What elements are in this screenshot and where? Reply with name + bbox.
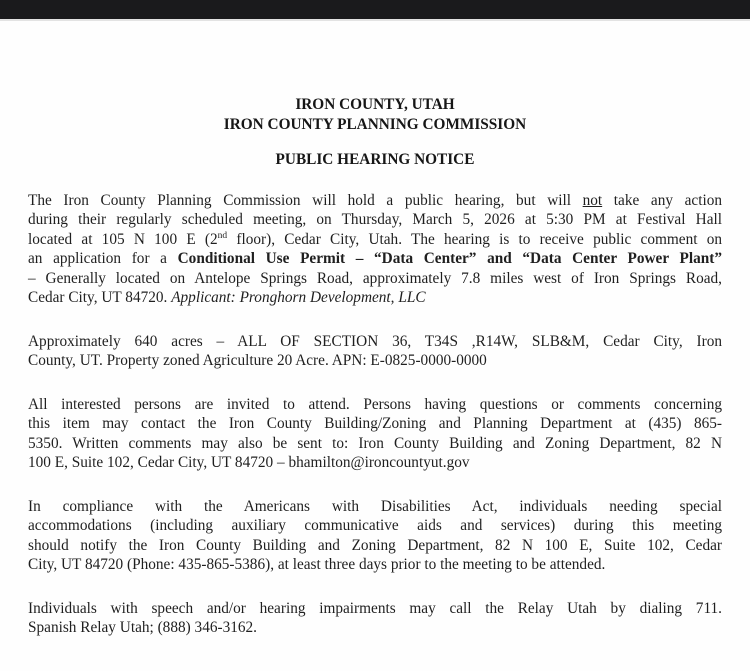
paragraph-line: County, UT. Property zoned Agriculture 20 Acre. APN: E-0825-0000-0000	[28, 352, 487, 369]
commission-title: IRON COUNTY PLANNING COMMISSION	[223, 115, 527, 133]
paragraph	[28, 191, 722, 308]
paragraph-line: Cedar City, UT 84720. Applicant: Pronghorn Development, LLC	[28, 289, 426, 306]
paragraph-line: Approximately 640 acres – ALL OF SECTION 36, T34S ,R14W, SLB&M, Cedar City, Iron	[28, 332, 722, 350]
paragraph-line: an application for a Conditional Use Permit – “Data Center” and “Data Center Power Plant”	[28, 250, 722, 267]
paragraph	[28, 599, 722, 638]
paragraph-line: Individuals with speech and/or hearing impairments may call the Relay Utah by dialing 711.	[28, 599, 722, 617]
paragraph-line: All interested persons are invited to attend. Persons having questions or comments concerning	[28, 395, 722, 413]
paragraph	[28, 497, 722, 575]
county-title: IRON COUNTY, UTAH	[295, 96, 455, 113]
paragraph-line: In compliance with the Americans with Disabilities Act, individuals needing special	[28, 497, 722, 515]
paragraph-line: 5350. Written comments may also be sent to: Iron County Building and Zoning Department, 82 N	[28, 434, 722, 452]
paragraph	[28, 332, 722, 371]
paragraph-line: The Iron County Planning Commission will hold a public hearing, but will not take any action	[28, 191, 722, 209]
paragraph-line: this item may contact the Iron County Building/Zoning and Planning Department at (435) 865-	[28, 415, 722, 432]
notice-title: PUBLIC HEARING NOTICE	[275, 151, 475, 168]
document-paragraphs	[28, 191, 722, 638]
paragraph-line: – Generally located on Antelope Springs Road, approximately 7.8 miles west of Iron Springs Road,	[28, 269, 722, 287]
document-body	[0, 21, 750, 638]
paragraph-line: located at 105 N 100 E (2nd floor), Cedar City, Utah. The hearing is to receive public comment on	[28, 230, 722, 248]
paragraph	[28, 395, 722, 473]
paragraph-line: accommodations (including auxiliary communicative aids and services) during this meeting	[28, 517, 722, 534]
paragraph-line: during their regularly scheduled meeting, on Thursday, March 5, 2026 at 5:30 PM at Festival Hall	[28, 211, 722, 228]
top-window-bar	[0, 0, 750, 21]
document-header	[28, 95, 722, 134]
paragraph-line: Spanish Relay Utah; (888) 346-3162.	[28, 619, 257, 636]
paragraph-line: City, UT 84720 (Phone: 435-865-5386), at least three days prior to the meeting to be attended.	[28, 556, 606, 573]
paragraph-line: should notify the Iron County Building and Zoning Department, 82 N 100 E, Suite 102, Cedar	[28, 536, 722, 554]
paragraph-line: 100 E, Suite 102, Cedar City, UT 84720 – bhamilton@ironcountyut.gov	[28, 454, 470, 471]
